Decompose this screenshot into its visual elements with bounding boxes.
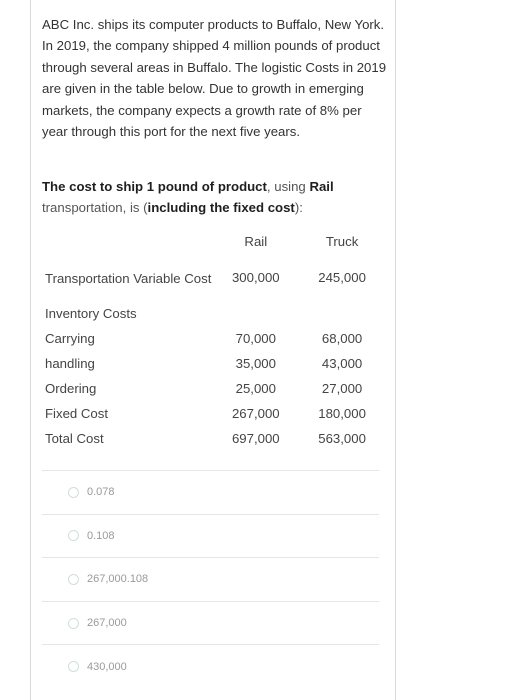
truck-value [299, 301, 385, 326]
table-row [40, 401, 385, 426]
answer-option[interactable] [42, 514, 379, 558]
answer-option-label: 0.078 [87, 486, 115, 499]
radio-button[interactable] [68, 574, 79, 585]
ask-bold-fixed: including the fixed cost [147, 200, 295, 215]
rail-value: 25,000 [235, 381, 276, 396]
truck-value: 27,000 [321, 381, 363, 396]
row-label: Transportation Variable Cost [45, 270, 212, 286]
rail-value: 70,000 [235, 331, 276, 346]
row-label: Carrying [45, 331, 95, 346]
ask-bold-rail: Rail [309, 179, 334, 194]
header-rail: Rail [244, 233, 268, 249]
table-row [40, 351, 385, 376]
ask-text-1: , using [266, 179, 310, 194]
answer-option[interactable] [42, 644, 379, 688]
radio-button[interactable] [68, 487, 79, 498]
header-label [40, 229, 212, 253]
answer-option-label: 267,000.108 [87, 573, 149, 586]
truck-value: 563,000 [318, 431, 366, 446]
ask-text-3: ): [294, 200, 303, 215]
question-ask [42, 176, 387, 218]
radio-button[interactable] [68, 530, 79, 541]
rail-value: 267,000 [231, 406, 280, 421]
ask-text-2: transportation, is ( [42, 200, 148, 215]
row-label: Inventory Costs [45, 306, 137, 321]
row-label: Total Cost [45, 431, 104, 446]
answer-options [42, 470, 379, 688]
answer-option-label: 430,000 [87, 660, 127, 673]
logistics-cost-table [40, 229, 385, 451]
answer-option[interactable] [42, 470, 379, 514]
table-row [40, 326, 385, 351]
table-row [40, 426, 385, 451]
table-row [40, 253, 385, 301]
answer-option[interactable] [42, 557, 379, 601]
table-row [40, 376, 385, 401]
row-label: Ordering [45, 381, 97, 396]
truck-value: 180,000 [318, 406, 366, 421]
row-label: Fixed Cost [45, 406, 109, 421]
table-row [40, 301, 385, 326]
radio-button[interactable] [68, 618, 79, 629]
header-truck: Truck [325, 233, 359, 249]
rail-value: 35,000 [235, 356, 276, 371]
truck-value: 68,000 [321, 331, 363, 346]
truck-value: 43,000 [321, 356, 363, 371]
rail-value: 697,000 [231, 431, 280, 446]
answer-option[interactable] [42, 601, 379, 645]
question-prompt: ABC Inc. ships its computer products to Buffalo, New York. In 2019, the company shipped 4 million pounds of product through several areas in Buffalo. The logistic Costs in 2019 are given in the table below. Due to growth in emerging markets, the company expects a growth rate of 8% per year through this port for the next five years. [42, 17, 387, 140]
row-label: handling [45, 356, 95, 371]
ask-bold-1: The cost to ship 1 pound of product [42, 179, 267, 194]
answer-option-label: 0.108 [87, 529, 115, 542]
truck-value: 245,000 [318, 269, 366, 285]
rail-value [212, 301, 299, 326]
radio-button[interactable] [68, 661, 79, 672]
rail-value: 300,000 [231, 269, 280, 285]
table-header-row [40, 229, 385, 253]
answer-option-label: 267,000 [87, 617, 127, 630]
